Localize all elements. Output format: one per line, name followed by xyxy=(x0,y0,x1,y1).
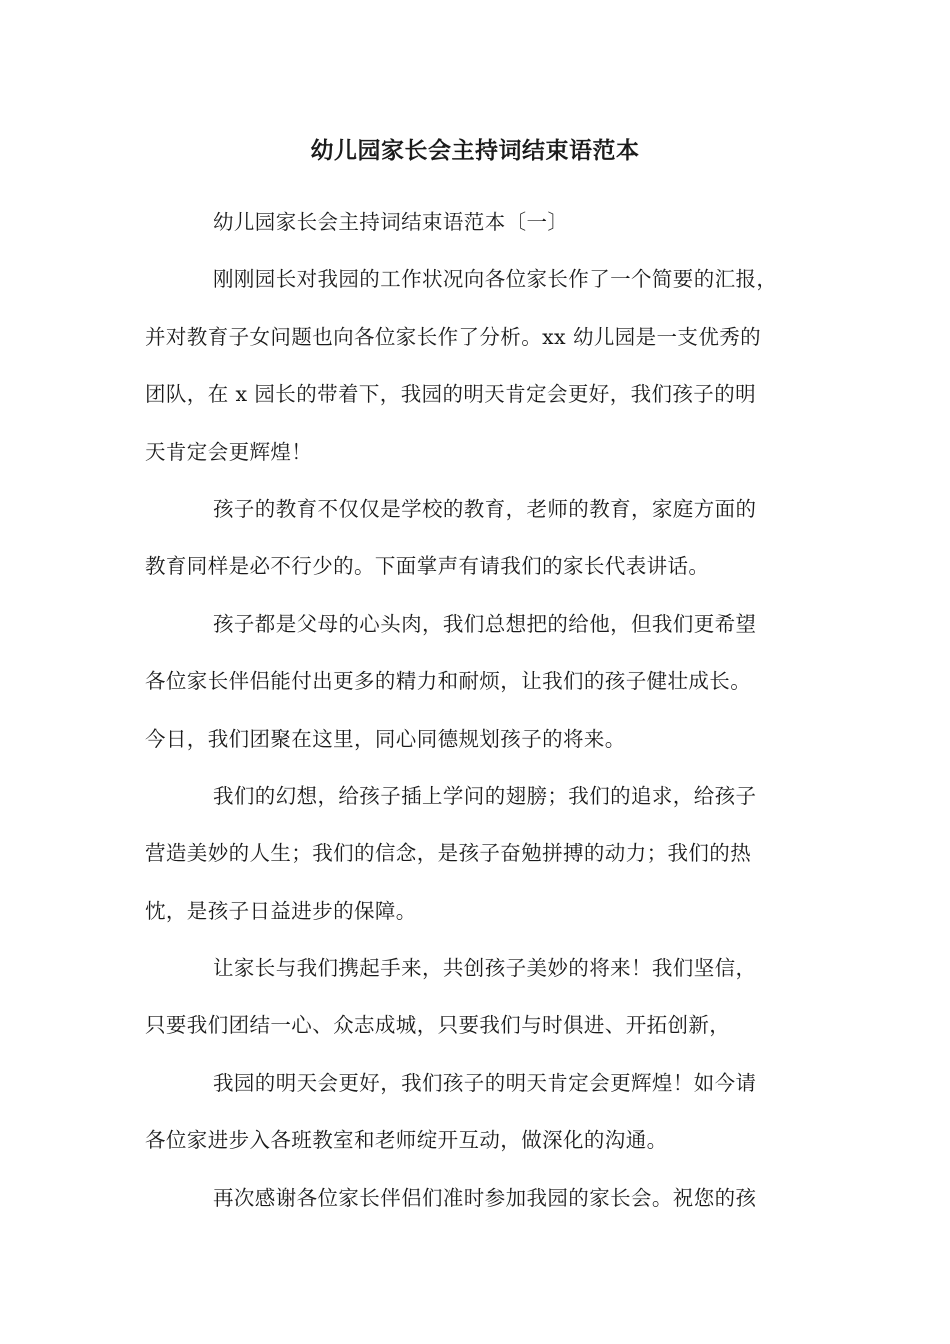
text-line: 天肯定会更辉煌！ xyxy=(145,439,313,464)
text-line: 今日，我们团聚在这里，同心同德规划孩子的将来。 xyxy=(145,726,626,751)
document-title: 幼儿园家长会主持词结束语范本 xyxy=(310,137,640,164)
text-line: 营造美妙的人生；我们的信念，是孩子奋勉拼搏的动力；我们的热 xyxy=(145,841,752,866)
text-line: 各位家进步入各班教室和老师绽开互动，做深化的沟通。 xyxy=(145,1128,668,1153)
text-line: 幼儿园家长会主持词结束语范本〔一〕 xyxy=(213,210,569,234)
text-line: 孩子都是父母的心头肉，我们总想把的给他，但我们更希望 xyxy=(213,611,757,636)
document-body xyxy=(145,199,835,1232)
text-line: 让家长与我们携起手来，共创孩子美妙的将来！我们坚信， xyxy=(213,956,757,981)
text-line: 我园的明天会更好，我们孩子的明天肯定会更辉煌！如今请 xyxy=(213,1070,757,1095)
text-line: 教育同样是必不行少的。下面掌声有请我们的家长代表讲话。 xyxy=(145,554,710,579)
text-line: 再次感谢各位家长伴侣们准时参加我园的家长会。祝您的孩 xyxy=(213,1185,757,1210)
text-line: 只要我们团结一心、众志成城，只要我们与时俱进、开拓创新， xyxy=(145,1013,731,1038)
text-line: 并对教育子女问题也向各位家长作了分析。xx 幼儿园是一支优秀的 xyxy=(145,324,762,349)
text-line: 忱，是孩子日益进步的保障。 xyxy=(145,898,417,923)
text-line: 团队，在 x 园长的带着下，我园的明天肯定会更好，我们孩子的明 xyxy=(145,382,756,407)
text-line: 我们的幻想，给孩子插上学问的翅膀；我们的追求，给孩子 xyxy=(213,783,757,808)
text-line: 各位家长伴侣能付出更多的精力和耐烦，让我们的孩子健壮成长。 xyxy=(145,669,752,694)
text-line: 孩子的教育不仅仅是学校的教育，老师的教育，家庭方面的 xyxy=(213,496,757,521)
text-line: 刚刚园长对我园的工作状况向各位家长作了一个简要的汇报， xyxy=(213,267,778,292)
